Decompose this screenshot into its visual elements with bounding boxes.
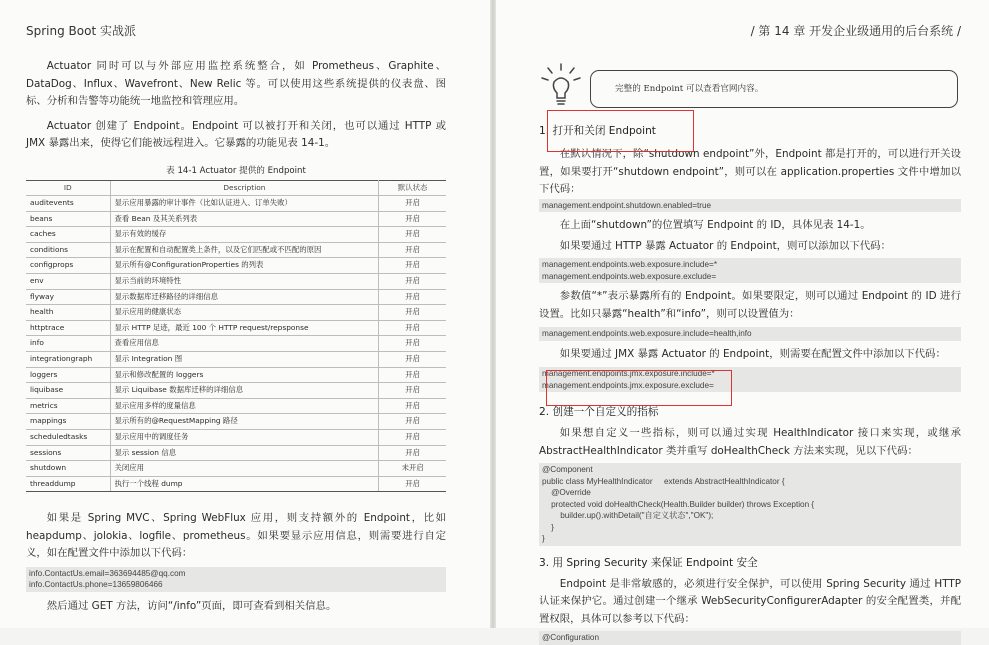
cell-id: auditevents [26,196,110,212]
code-jmx-exposure: management.endpoints.jmx.exposure.include=* management.endpoints.jmx.exposure.exclude= [539,367,961,392]
header-default-state: 默认状态 [379,180,446,196]
table-caption: 表 14-1 Actuator 提供的 Endpoint [166,165,306,176]
left-page [0,0,490,628]
section-heading-custom-metric: 2. 创建一个自定义的指标 [539,406,659,418]
cell-default-state: 开启 [379,352,446,368]
cell-default-state: 开启 [379,336,446,352]
cell-default-state: 开启 [379,430,446,446]
cell-id: httptrace [26,320,110,336]
cell-default-state: 开启 [379,196,446,212]
code-info-config: info.ContactUs.email=363694485@qq.com info.ContactUs.phone=13659806466 [26,567,446,592]
paragraph-info-access: 然后通过 GET 方法，访问“/info”页面，即可查看到相关信息。 [46,599,337,612]
paragraph-integration: Actuator 同时可以与外部应用监控系统整合，如 Prometheus、Graphite、DataDog、Influx、Wavefront、New Relic 等。可以使用这些系统提供的仪表盘、图标、分析和告警等功能统一地监控和管理应用。 [26,60,446,107]
code-health-indicator: @Component public class MyHealthIndicator extends AbstractHealthIndicator { @Override protected void doHealthCheck(Health.Builder builder) throws Exception { builder.up().withDetail("自定义状态","OK"); } } [539,463,961,546]
table-row [26,320,446,336]
table-row [26,430,446,446]
cell-description: 执行一个线程 dump [110,476,379,492]
left-running-header: Spring Boot 实战派 [26,24,136,38]
paragraph-fill-id: 在上面“shutdown”的位置填写 Endpoint 的 ID，具体见表 14-1。 [559,219,871,231]
header-id: ID [26,180,110,196]
table-row [26,336,446,352]
cell-description: 查看应用信息 [110,336,379,352]
cell-description: 显示应用的健康状态 [110,305,379,321]
table-row [26,227,446,243]
cell-description: 显示所有的@RequestMapping 路径 [110,414,379,430]
code-configuration: @Configuration [539,631,961,645]
table-row [26,461,446,477]
header-description: Description [110,180,379,196]
cell-id: info [26,336,110,352]
cell-default-state: 开启 [379,274,446,290]
cell-id: loggers [26,367,110,383]
endpoint-table [26,180,446,493]
table-row [26,476,446,492]
table-row [26,352,446,368]
cell-default-state: 开启 [379,414,446,430]
cell-default-state: 开启 [379,398,446,414]
highlight-box-heading-2 [546,370,732,406]
cell-id: threaddump [26,476,110,492]
cell-default-state: 开启 [379,320,446,336]
cell-description: 显示有效的缓存 [110,227,379,243]
cell-default-state: 开启 [379,383,446,399]
cell-description: 显示 session 信息 [110,445,379,461]
paragraph-security: Endpoint 是非常敏感的，必须进行安全保护，可以使用 Spring Security 通过 HTTP 认证来保护它。通过创建一个继承 WebSecurityConfigurerAdapter 的安全配置类，并配置权限，具体可以参考以下代码： [539,577,961,625]
table-row [26,258,446,274]
cell-default-state: 开启 [379,227,446,243]
paragraph-default-open: 在默认情况下，除“shutdown endpoint”外，Endpoint 都是打开的，可以进行开关设置，如果要打开“shutdown endpoint”，则可以在 application.properties 文件中增加以下代码： [539,148,961,195]
cell-id: health [26,305,110,321]
cell-description: 显示 Liquibase 数据库迁移的详细信息 [110,383,379,399]
section-heading-security: 3. 用 Spring Security 来保证 Endpoint 安全 [539,556,758,569]
code-web-exposure: management.endpoints.web.exposure.include=* management.endpoints.web.exposure.exclude= [539,258,961,283]
cell-id: scheduledtasks [26,430,110,446]
cell-id: liquibase [26,383,110,399]
cell-default-state: 开启 [379,289,446,305]
cell-description: 显示当前的环境特性 [110,274,379,290]
cell-default-state: 开启 [379,211,446,227]
cell-default-state: 开启 [379,242,446,258]
paragraph-health-indicator: 如果想自定义一些指标，则可以通过实现 HealthIndicator 接口来实现，或继承 AbstractHealthIndicator 类并重写 doHealthCheck 方法来实现，见以下代码： [539,427,961,457]
cell-description: 显示和修改配置的 loggers [110,367,379,383]
cell-description: 显示所有@ConfigurationProperties 的列表 [110,258,379,274]
cell-id: caches [26,227,110,243]
cell-description: 显示在配置和自动配置类上条件，以及它们匹配或不匹配的原因 [110,242,379,258]
paragraph-extra-endpoints: 如果是 Spring MVC、Spring WebFlux 应用，则支持额外的 Endpoint，比如 heapdump、jolokia、logfile、prometheus。如果要显示应用信息，则需要进行自定义，如在配置文件中添加以下代码： [26,512,446,560]
table-row [26,367,446,383]
cell-default-state: 开启 [379,305,446,321]
table-row [26,445,446,461]
code-web-include-health-info: management.endpoints.web.exposure.include=health,info [539,327,961,341]
table-row [26,414,446,430]
code-shutdown-enabled: management.endpoint.shutdown.enabled=true [539,199,961,213]
cell-id: metrics [26,398,110,414]
cell-id: env [26,274,110,290]
paragraph-http-expose: 如果要通过 HTTP 暴露 Actuator 的 Endpoint，则可以添加以下代码： [559,239,891,252]
cell-description: 显示应用暴露的审计事件（比如认证进入、订单失败） [110,196,379,212]
table-row [26,289,446,305]
lightbulb-icon [540,62,582,110]
cell-description: 查看 Bean 及其关系列表 [110,211,379,227]
table-header-row [26,180,446,196]
paragraph-wildcard: 参数值“*”表示暴露所有的 Endpoint。如果要限定，则可以通过 Endpoint 的 ID 进行设置。比如只暴露“health”和“info”，则可以设置值为： [539,290,961,320]
cell-description: 显示 HTTP 足迹，最近 100 个 HTTP request/repsponse [110,320,379,336]
cell-id: shutdown [26,461,110,477]
cell-id: sessions [26,445,110,461]
table-row [26,196,446,212]
section-heading-toggle-endpoint: 1. 打开和关闭 Endpoint [539,125,656,137]
cell-id: mappings [26,414,110,430]
cell-description: 显示应用中的调度任务 [110,430,379,446]
cell-description: 显示 Integration 图 [110,352,379,368]
cell-id: beans [26,211,110,227]
cell-default-state: 开启 [379,258,446,274]
table-row [26,242,446,258]
table-row [26,274,446,290]
cell-id: configprops [26,258,110,274]
cell-default-state: 未开启 [379,461,446,477]
highlight-box-heading-1 [547,110,694,152]
paragraph-jmx-expose: 如果要通过 JMX 暴露 Actuator 的 Endpoint，则需要在配置文件中添加以下代码： [559,347,946,360]
cell-description: 显示应用多样的度量信息 [110,398,379,414]
table-row [26,305,446,321]
tip-box: 完整的 Endpoint 可以查看官网内容。 [590,70,958,108]
table-row [26,211,446,227]
cell-id: flyway [26,289,110,305]
cell-description: 显示数据库迁移路径的详细信息 [110,289,379,305]
cell-id: conditions [26,242,110,258]
table-row [26,398,446,414]
table-row [26,383,446,399]
cell-description: 关闭应用 [110,461,379,477]
cell-id: integrationgraph [26,352,110,368]
paragraph-endpoint-intro: Actuator 创建了 Endpoint。Endpoint 可以被打开和关闭，也可以通过 HTTP 或 JMX 暴露出来，使得它们能被远程进入。它暴露的功能见表 14-1。 [26,119,446,149]
right-running-header: / 第 14 章 开发企业级通用的后台系统 / [750,24,961,38]
cell-default-state: 开启 [379,445,446,461]
cell-default-state: 开启 [379,367,446,383]
cell-default-state: 开启 [379,476,446,492]
